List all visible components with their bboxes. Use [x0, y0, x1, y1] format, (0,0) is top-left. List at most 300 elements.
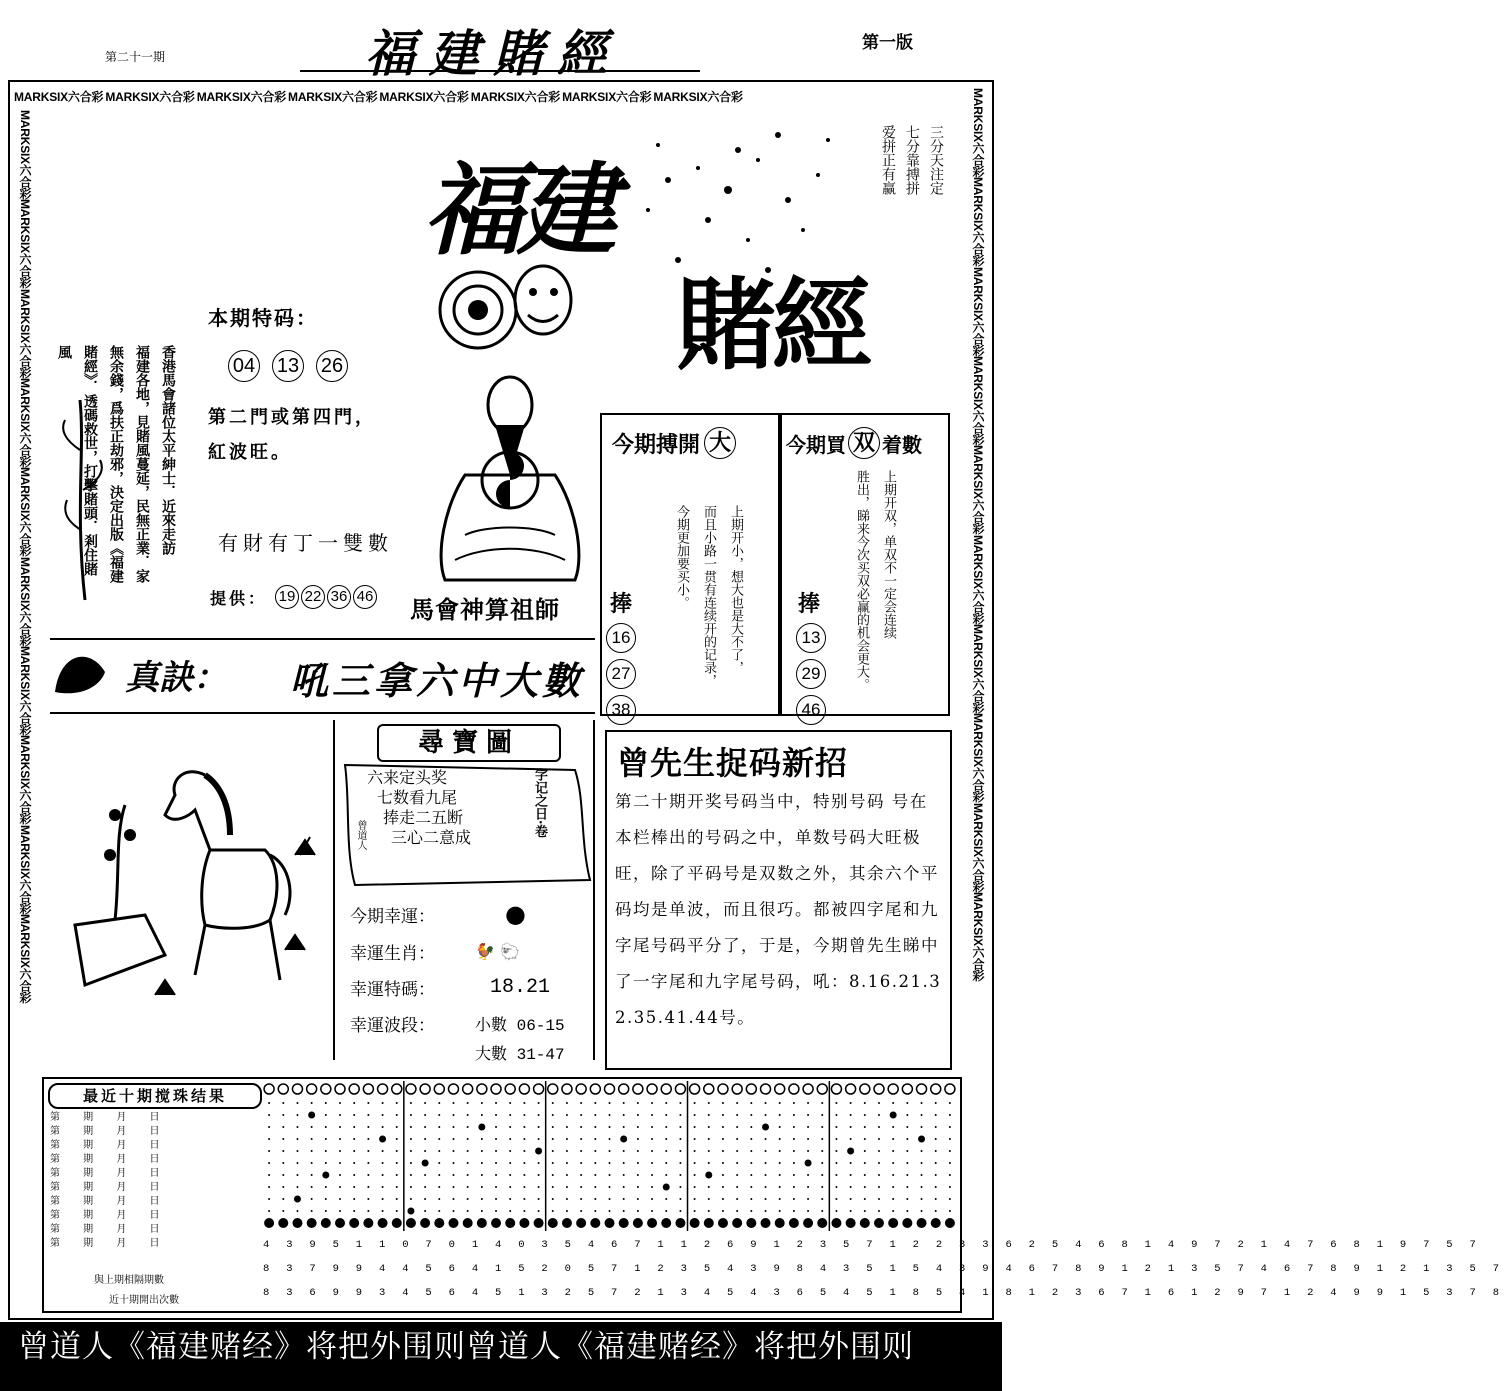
grid-dot: [793, 1210, 795, 1212]
header-ball: [605, 1084, 615, 1094]
footer-ball: [576, 1218, 586, 1228]
grid-dot: [296, 1210, 298, 1212]
grid-dot: [850, 1186, 852, 1188]
hit-dot: [478, 1124, 485, 1131]
number-ball: 27: [606, 659, 636, 689]
grid-dot: [623, 1126, 625, 1128]
header-ball: [945, 1084, 955, 1094]
grid-dot: [708, 1138, 710, 1140]
row-label: 第 期 月 日: [50, 1196, 170, 1207]
grid-dot: [779, 1126, 781, 1128]
grid-dot: [892, 1174, 894, 1176]
header-ball: [505, 1084, 515, 1094]
grid-dot: [623, 1102, 625, 1104]
hit-dot: [620, 1136, 627, 1143]
grid-dot: [552, 1162, 554, 1164]
grid-dot: [424, 1174, 426, 1176]
grid-dot: [651, 1174, 653, 1176]
grid-dot: [509, 1198, 511, 1200]
grid-dot: [396, 1102, 398, 1104]
footer-ball: [817, 1218, 827, 1228]
grid-dot: [906, 1102, 908, 1104]
buy-text: [852, 470, 898, 691]
grid-dot: [367, 1162, 369, 1164]
footer-ball: [931, 1218, 941, 1228]
number-ball: 46: [353, 585, 377, 609]
grid-dot: [339, 1150, 341, 1152]
grid-dot: [921, 1102, 923, 1104]
grid-dot: [438, 1186, 440, 1188]
number-ball: 13: [796, 623, 826, 653]
grid-dot: [282, 1150, 284, 1152]
grid-dot: [679, 1102, 681, 1104]
grid-dot: [736, 1186, 738, 1188]
treasure-side-label: 字记之日·卷: [532, 768, 547, 838]
footer-ball: [477, 1218, 487, 1228]
header-ball: [846, 1084, 856, 1094]
open-text: [672, 505, 745, 687]
open-title-circle: 大: [704, 427, 736, 459]
grid-dot: [410, 1198, 412, 1200]
marksix-logo: MARKSIX六合彩: [105, 90, 195, 104]
grid-dot: [609, 1102, 611, 1104]
grid-dot: [495, 1186, 497, 1188]
grid-dot: [566, 1210, 568, 1212]
grid-dot: [509, 1138, 511, 1140]
grid-dot: [325, 1186, 327, 1188]
grid-dot: [835, 1126, 837, 1128]
treasure-line: 捧走二五断: [383, 808, 464, 827]
grid-dot: [552, 1150, 554, 1152]
grid-dot: [949, 1102, 951, 1104]
grid-dot: [679, 1162, 681, 1164]
grid-dot: [679, 1174, 681, 1176]
grid-dot: [609, 1162, 611, 1164]
grid-dot: [807, 1174, 809, 1176]
grid-dot: [452, 1162, 454, 1164]
grid-dot: [623, 1150, 625, 1152]
grid-dot: [566, 1150, 568, 1152]
hit-dot: [535, 1148, 542, 1155]
header-ball: [732, 1084, 742, 1094]
grid-dot: [594, 1186, 596, 1188]
grid-dot: [495, 1198, 497, 1200]
grid-dot: [736, 1174, 738, 1176]
marksix-logo: MARKSIX六合彩: [18, 646, 32, 736]
header-ball: [704, 1084, 714, 1094]
grid-dot: [665, 1162, 667, 1164]
grid-dot: [821, 1114, 823, 1116]
grid-dot: [311, 1198, 313, 1200]
grid-dot: [339, 1126, 341, 1128]
grid-dot: [609, 1114, 611, 1116]
grid-dot: [793, 1198, 795, 1200]
grid-dot: [325, 1102, 327, 1104]
grid-dot: [311, 1186, 313, 1188]
grid-dot: [339, 1210, 341, 1212]
marksix-logo: MARKSIX六合彩: [562, 90, 652, 104]
logo-artwork: [408, 120, 933, 384]
grid-dot: [339, 1102, 341, 1104]
grid-dot: [580, 1210, 582, 1212]
number-ball: 16: [606, 623, 636, 653]
grid-dot: [594, 1210, 596, 1212]
hit-dot: [762, 1124, 769, 1131]
grid-dot: [935, 1126, 937, 1128]
grid-dot: [637, 1162, 639, 1164]
grid-dot: [367, 1174, 369, 1176]
grid-dot: [935, 1210, 937, 1212]
grid-dot: [495, 1126, 497, 1128]
grid-dot: [410, 1162, 412, 1164]
grid-dot: [268, 1138, 270, 1140]
grid-dot: [396, 1162, 398, 1164]
grid-dot: [906, 1186, 908, 1188]
grid-dot: [325, 1198, 327, 1200]
grid-dot: [949, 1126, 951, 1128]
grid-dot: [452, 1126, 454, 1128]
grid-dot: [935, 1150, 937, 1152]
grid-dot: [580, 1126, 582, 1128]
footer-ball: [349, 1218, 359, 1228]
grid-dot: [509, 1174, 511, 1176]
poem-column: 福建各地，見賭風蔓延，民無正業．家: [134, 345, 150, 583]
marksix-logo: MARKSIX六合彩: [18, 914, 32, 1004]
grid-dot: [821, 1138, 823, 1140]
grid-dot: [382, 1150, 384, 1152]
grid-dot: [523, 1114, 525, 1116]
grid-dot: [396, 1114, 398, 1116]
number-ball: 38: [606, 695, 636, 725]
grid-dot: [523, 1186, 525, 1188]
grid-dot: [779, 1102, 781, 1104]
footer-ball: [505, 1218, 515, 1228]
grid-dot: [679, 1126, 681, 1128]
luck-label: 幸運生肖：: [350, 943, 435, 964]
text-column: 上期开双，单双不一定会连续: [881, 470, 896, 639]
footer-ball: [406, 1218, 416, 1228]
grid-dot: [736, 1162, 738, 1164]
grid-dot: [311, 1174, 313, 1176]
grid-dot: [623, 1114, 625, 1116]
marksix-logo: MARKSIX六合彩: [971, 177, 985, 267]
footer-ball: [392, 1218, 402, 1228]
header-ball: [931, 1084, 941, 1094]
footer-ball: [775, 1218, 785, 1228]
footer-ball: [874, 1218, 884, 1228]
grid-dot: [282, 1138, 284, 1140]
grid-dot: [722, 1150, 724, 1152]
grid-dot: [481, 1102, 483, 1104]
open-box: [600, 413, 780, 719]
grid-dot: [268, 1186, 270, 1188]
grid-dot: [424, 1150, 426, 1152]
grid-dot: [566, 1198, 568, 1200]
grid-dot: [438, 1162, 440, 1164]
grid-dot: [311, 1102, 313, 1104]
poem-column: 賭經》．透碼救世，打擊賭頭．剎住賭: [82, 345, 98, 576]
footer-ball: [534, 1218, 544, 1228]
grid-dot: [850, 1162, 852, 1164]
grid-dot: [722, 1126, 724, 1128]
grid-dot: [665, 1102, 667, 1104]
grid-dot: [467, 1174, 469, 1176]
luck-extra: 大數 31-47: [475, 1046, 565, 1064]
row-label: 第 期 月 日: [50, 1140, 170, 1151]
edition-label: 第一版: [862, 33, 913, 53]
buy-title-circle: 双: [848, 427, 880, 459]
grid-dot: [892, 1198, 894, 1200]
grid-dot: [722, 1114, 724, 1116]
grid-dot: [921, 1114, 923, 1116]
header-ball: [902, 1084, 912, 1094]
grid-dot: [722, 1162, 724, 1164]
row-label: 第 期 月 日: [50, 1126, 170, 1137]
grid-dot: [949, 1150, 951, 1152]
grid-dot: [679, 1210, 681, 1212]
divider: [50, 712, 595, 714]
grid-dot: [694, 1174, 696, 1176]
grid-dot: [694, 1114, 696, 1116]
grid-dot: [708, 1210, 710, 1212]
header-ball: [803, 1084, 813, 1094]
header-ball: [874, 1084, 884, 1094]
grid-dot: [793, 1150, 795, 1152]
grid-dot: [353, 1150, 355, 1152]
footer-ball: [633, 1218, 643, 1228]
grid-dot: [765, 1210, 767, 1212]
grid-dot: [353, 1198, 355, 1200]
marksix-logo: MARKSIX六合彩: [18, 735, 32, 825]
grid-dot: [268, 1198, 270, 1200]
luck-value: ●: [505, 900, 526, 928]
footer-ball: [335, 1218, 345, 1228]
grid-dot: [353, 1210, 355, 1212]
open-title-text: 今期搏開: [612, 431, 701, 458]
grid-dot: [793, 1102, 795, 1104]
grid-dot: [850, 1114, 852, 1116]
header-ball: [831, 1084, 841, 1094]
bamboo-illustration: [55, 390, 115, 610]
grid-dot: [864, 1198, 866, 1200]
grid-dot: [864, 1138, 866, 1140]
provide-label: 提供：: [210, 588, 268, 608]
grid-dot: [736, 1102, 738, 1104]
grid-dot: [736, 1150, 738, 1152]
number-ball: 36: [327, 585, 351, 609]
grid-dot: [651, 1138, 653, 1140]
grid-dot: [835, 1186, 837, 1188]
footer-ball: [690, 1218, 700, 1228]
grid-dot: [921, 1126, 923, 1128]
grid-dot: [566, 1102, 568, 1104]
grid-dot: [495, 1162, 497, 1164]
footer-ball: [278, 1218, 288, 1228]
marksix-logo: MARKSIX六合彩: [971, 356, 985, 446]
grid-dot: [949, 1198, 951, 1200]
master-caption: 馬會神算祖師: [410, 595, 560, 624]
tseng-box: [605, 730, 952, 1070]
grid-dot: [679, 1150, 681, 1152]
marksix-logo: MARKSIX六合彩: [470, 90, 561, 104]
grid-dot: [878, 1126, 880, 1128]
grid-dot: [523, 1126, 525, 1128]
grid-dot: [935, 1198, 937, 1200]
header-ball: [718, 1084, 728, 1094]
marksix-logo: MARKSIX六合彩: [18, 824, 32, 915]
grid-dot: [410, 1150, 412, 1152]
grid-dot: [864, 1174, 866, 1176]
grid-dot: [765, 1186, 767, 1188]
grid-dot: [367, 1126, 369, 1128]
footer-ball: [945, 1218, 955, 1228]
luck-value: 🐓 🐑: [475, 941, 520, 961]
legend-gap: 與上期相隔期數: [94, 1275, 164, 1286]
grid-dot: [296, 1126, 298, 1128]
number-ball: 26: [316, 350, 348, 382]
grid-dot: [864, 1150, 866, 1152]
grid-dot: [580, 1138, 582, 1140]
grid-dot: [509, 1126, 511, 1128]
grid-dot: [665, 1150, 667, 1152]
grid-dot: [353, 1126, 355, 1128]
grid-dot: [396, 1210, 398, 1212]
grid-dot: [765, 1150, 767, 1152]
luck-label: 幸運波段：: [350, 1015, 435, 1036]
header-ball: [406, 1084, 416, 1094]
grid-dot: [651, 1186, 653, 1188]
number-ball: 13: [272, 350, 304, 382]
grid-dot: [325, 1126, 327, 1128]
grid-dot: [594, 1162, 596, 1164]
marksix-logo: MARKSIX六合彩: [971, 266, 985, 357]
treasure-title: 尋寶圖: [377, 724, 561, 762]
grid-dot: [708, 1102, 710, 1104]
luck-value: 18.21: [490, 975, 551, 999]
luck-row: [350, 933, 595, 969]
grid-dot: [736, 1198, 738, 1200]
number-ball: 46: [796, 695, 826, 725]
grid-dot: [495, 1174, 497, 1176]
grid-dot: [779, 1198, 781, 1200]
grid-dot: [566, 1138, 568, 1140]
header-ball: [264, 1084, 274, 1094]
hit-dot: [918, 1136, 925, 1143]
marksix-logo: MARKSIX六合彩: [18, 288, 32, 379]
grid-dot: [552, 1186, 554, 1188]
grid-dot: [523, 1198, 525, 1200]
grid-dot: [594, 1114, 596, 1116]
grid-dot: [864, 1102, 866, 1104]
grid-dot: [325, 1138, 327, 1140]
grid-dot: [623, 1162, 625, 1164]
grid-dot: [552, 1138, 554, 1140]
number-ball: 29: [796, 659, 826, 689]
grid-dot: [467, 1186, 469, 1188]
grid-dot: [750, 1102, 752, 1104]
grid-dot: [438, 1150, 440, 1152]
footer-ball: [661, 1218, 671, 1228]
grid-dot: [807, 1114, 809, 1116]
marksix-logo: MARKSIX六合彩: [18, 556, 32, 647]
header-ball: [292, 1084, 302, 1094]
footer-ball: [605, 1218, 615, 1228]
grid-dot: [481, 1162, 483, 1164]
grid-dot: [396, 1186, 398, 1188]
grid-dot: [779, 1138, 781, 1140]
grid-dot: [949, 1138, 951, 1140]
header-ball: [434, 1084, 444, 1094]
grid-dot: [835, 1162, 837, 1164]
buy-picks: [796, 623, 828, 725]
grid-dot: [410, 1114, 412, 1116]
text-column: 今期更加要买小。: [674, 505, 689, 609]
footer-ball: [363, 1218, 373, 1228]
grid-dot: [566, 1126, 568, 1128]
text-column: 而且小路一贯有连续开的记录，: [701, 505, 716, 687]
grid-dot: [637, 1126, 639, 1128]
grid-dot: [438, 1114, 440, 1116]
special-line1: 第二門或第四門，: [208, 407, 376, 428]
grid-dot: [750, 1174, 752, 1176]
footer-text: 曾道人《福建赌经》将把外围则曾道人《福建赌经》将把外围则: [18, 1329, 914, 1365]
hit-dot: [407, 1208, 414, 1215]
grid-dot: [623, 1210, 625, 1212]
grid-dot: [438, 1126, 440, 1128]
tseng-title: 曾先生捉码新招: [617, 744, 849, 782]
grid-dot: [424, 1114, 426, 1116]
grid-dot: [538, 1126, 540, 1128]
grid-dot: [750, 1114, 752, 1116]
grid-dot: [296, 1162, 298, 1164]
grid-dot: [609, 1126, 611, 1128]
header-ball: [392, 1084, 402, 1094]
grid-dot: [906, 1126, 908, 1128]
header-ball: [278, 1084, 288, 1094]
header-ball: [690, 1084, 700, 1094]
grid-dot: [481, 1210, 483, 1212]
grid-dot: [835, 1150, 837, 1152]
grid-dot: [722, 1210, 724, 1212]
grid-dot: [339, 1174, 341, 1176]
grid-dot: [906, 1150, 908, 1152]
grid-dot: [736, 1126, 738, 1128]
grid-dot: [694, 1198, 696, 1200]
grid-dot: [921, 1174, 923, 1176]
grid-dot: [878, 1150, 880, 1152]
grid-dot: [538, 1102, 540, 1104]
grid-dot: [736, 1138, 738, 1140]
grid-dot: [694, 1186, 696, 1188]
grid-dot: [637, 1150, 639, 1152]
grid-dot: [353, 1174, 355, 1176]
grid-dot: [538, 1174, 540, 1176]
grid-dot: [424, 1186, 426, 1188]
grid-dot: [424, 1198, 426, 1200]
grid-dot: [921, 1150, 923, 1152]
footer-ball: [718, 1218, 728, 1228]
hit-dot: [890, 1112, 897, 1119]
number-ball: 04: [228, 350, 260, 382]
grid-dot: [424, 1138, 426, 1140]
row-label: 第 期 月 日: [50, 1224, 170, 1235]
grid-dot: [523, 1174, 525, 1176]
grid-dot: [835, 1138, 837, 1140]
grid-dot: [892, 1150, 894, 1152]
grid-dot: [651, 1198, 653, 1200]
row-label: 第 期 月 日: [50, 1154, 170, 1165]
grid-dot: [651, 1126, 653, 1128]
